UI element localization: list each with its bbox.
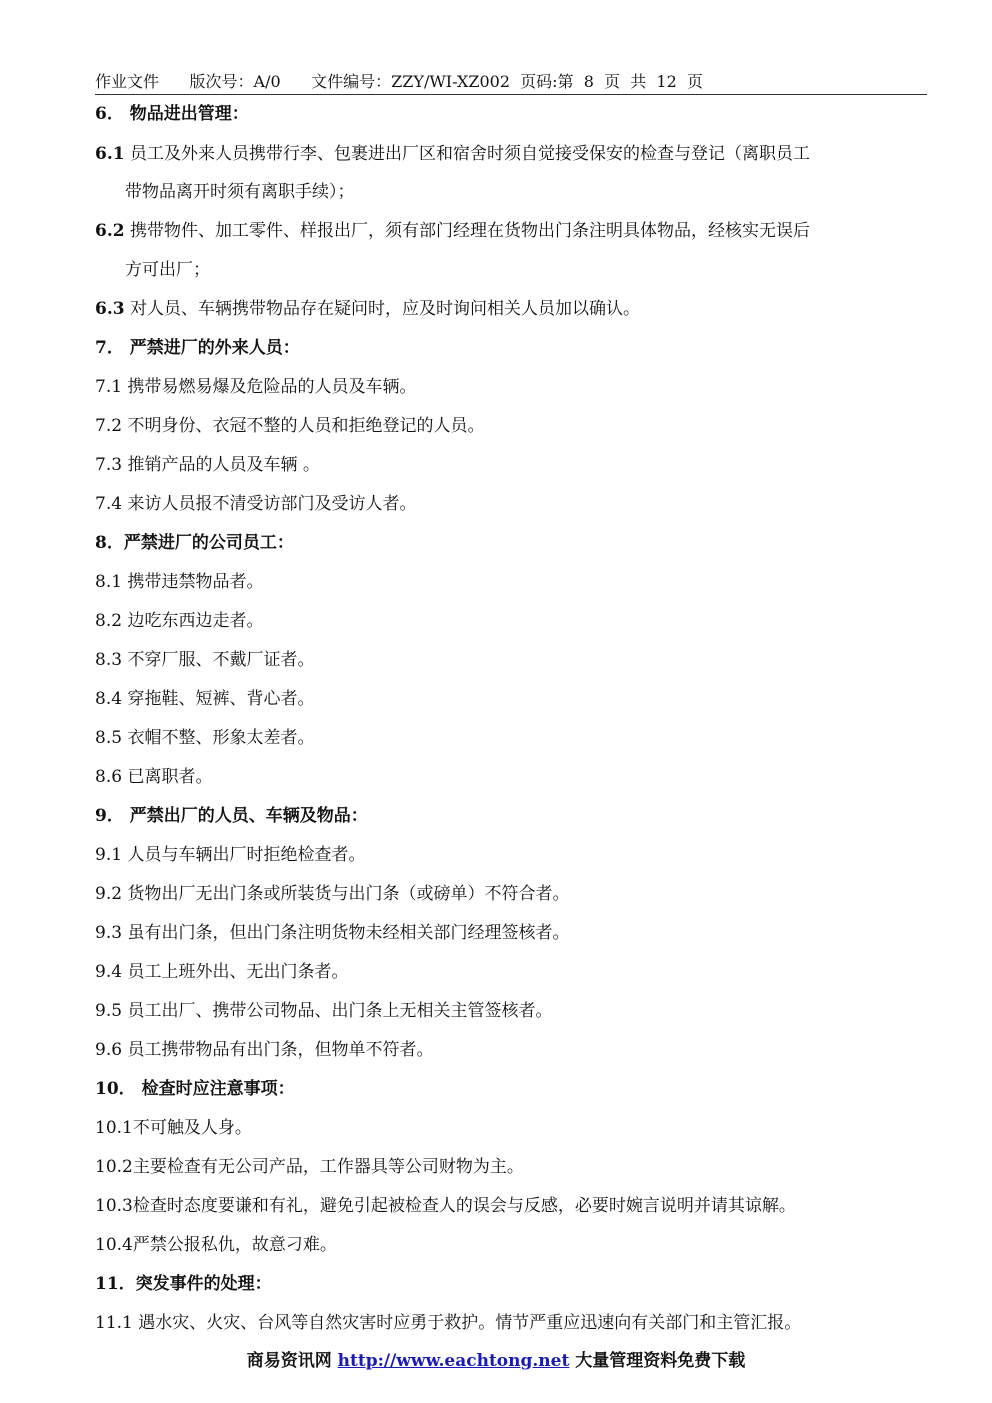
header-divider (95, 94, 927, 95)
list-item-8-3: 8.3 不穿厂服、不戴厂证者。 (95, 650, 315, 670)
list-item-10-4: 10.4严禁公报私仇，故意刁难。 (95, 1235, 337, 1255)
item-text: 携带物件、加工零件、样报出厂，须有部门经理在货物出门条注明具体物品，经核实无误后 (129, 221, 810, 241)
list-item-8-6: 8.6 已离职者。 (95, 767, 213, 787)
section-heading-6: 6． 物品进出管理： (95, 104, 249, 124)
list-item-9-4: 9.4 员工上班外出、无出门条者。 (95, 962, 349, 982)
footer-tagline: 大量管理资料免费下载 (569, 1351, 746, 1371)
item-text: 对人员、车辆携带物品存在疑问时，应及时询问相关人员加以确认。 (129, 299, 640, 319)
section-heading-7: 7． 严禁进厂的外来人员： (95, 338, 300, 358)
section-heading-11: 11．突发事件的处理： (95, 1274, 272, 1294)
footer-link[interactable]: http://www.eachtong.net (337, 1351, 570, 1371)
list-item-6-2 (95, 219, 935, 243)
list-item-9-1: 9.1 人员与车辆出厂时拒绝检查者。 (95, 845, 366, 865)
section-heading-9: 9． 严禁出厂的人员、车辆及物品： (95, 806, 368, 826)
list-item-7-1: 7.1 携带易燃易爆及危险品的人员及车辆。 (95, 377, 417, 397)
list-item-9-2: 9.2 货物出厂无出门条或所装货与出门条（或磅单）不符合者。 (95, 884, 570, 904)
list-item-9-3: 9.3 虽有出门条，但出门条注明货物未经相关部门经理签核者。 (95, 923, 570, 943)
list-item-7-3: 7.3 推销产品的人员及车辆 。 (95, 455, 320, 475)
list-item-7-4: 7.4 来访人员报不清受访部门及受访人者。 (95, 494, 417, 514)
list-item-6-1 (95, 142, 935, 166)
list-item-8-4: 8.4 穿拖鞋、短裤、背心者。 (95, 689, 315, 709)
list-item-9-6: 9.6 员工携带物品有出门条，但物单不符者。 (95, 1040, 434, 1060)
page-header: 作业文件 版次号：A/0 文件编号：ZZY/WI-XZ002 页码:第 8 页 共 12 页 (95, 72, 703, 91)
list-item-9-5: 9.5 员工出厂、携带公司物品、出门条上无相关主管签核者。 (95, 1001, 553, 1021)
list-item-6-2-continued: 方可出厂； (125, 260, 210, 280)
list-item-11-1: 11.1 遇水灾、火灾、台风等自然灾害时应勇于救护。情节严重应迅速向有关部门和主管汇报。 (95, 1313, 802, 1333)
list-item-10-2: 10.2主要检查有无公司产品，工作器具等公司财物为主。 (95, 1157, 524, 1177)
list-item-10-3: 10.3检查时态度要谦和有礼，避免引起被检查人的误会与反感，必要时婉言说明并请其谅解。 (95, 1196, 796, 1216)
item-text: 员工及外来人员携带行李、包裹进出厂区和宿舍时须自觉接受保安的检查与登记（离职员工 (129, 144, 810, 164)
list-item-8-5: 8.5 衣帽不整、形象太差者。 (95, 728, 315, 748)
page-footer (0, 1350, 992, 1372)
list-item-8-1: 8.1 携带违禁物品者。 (95, 572, 264, 592)
list-item-7-2: 7.2 不明身份、衣冠不整的人员和拒绝登记的人员。 (95, 416, 485, 436)
item-number: 6.3 (95, 299, 125, 319)
list-item-6-1-continued: 带物品离开时须有离职手续）； (125, 182, 355, 202)
item-number: 6.1 (95, 144, 125, 164)
list-item-10-1: 10.1不可触及人身。 (95, 1118, 252, 1138)
section-heading-8: 8．严禁进厂的公司员工： (95, 533, 294, 553)
section-heading-10: 10． 检查时应注意事项： (95, 1079, 295, 1099)
footer-site-name: 商易资讯网 (246, 1351, 338, 1371)
item-number: 6.2 (95, 221, 125, 241)
list-item-8-2: 8.2 边吃东西边走者。 (95, 611, 264, 631)
list-item-6-3 (95, 297, 935, 321)
